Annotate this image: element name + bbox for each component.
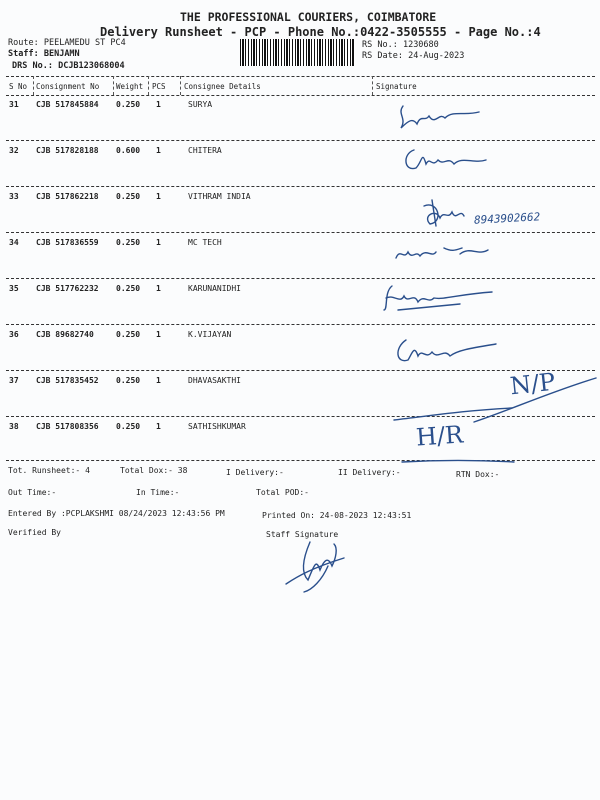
signature-mark bbox=[392, 236, 492, 266]
barcode bbox=[240, 39, 355, 66]
row-sno: 35 bbox=[9, 284, 19, 293]
row-consignee: K.VIJAYAN bbox=[188, 330, 232, 339]
col-header-weight: Weight bbox=[116, 82, 144, 91]
in-time: In Time:- bbox=[136, 488, 180, 497]
rs-date-label: RS Date: bbox=[362, 51, 403, 61]
staff-signature-label: Staff Signature bbox=[266, 530, 339, 539]
row-rule bbox=[6, 186, 595, 187]
row-consignment: CJB 517836559 bbox=[36, 238, 99, 247]
runsheet-title: Delivery Runsheet - PCP - Phone No.:0422-3505555 - Page No.:4 bbox=[100, 25, 541, 39]
out-time: Out Time:- bbox=[8, 488, 57, 497]
col-divider bbox=[148, 76, 149, 95]
rs-date-value: 24-Aug-2023 bbox=[408, 51, 465, 61]
signature-mark bbox=[398, 456, 518, 468]
row-weight: 0.600 bbox=[116, 146, 141, 155]
signature-mark bbox=[395, 100, 485, 136]
total-pod: Total POD:- bbox=[256, 488, 309, 497]
drs-line bbox=[12, 61, 125, 71]
verified-by: Verified By bbox=[8, 528, 61, 537]
row-rule bbox=[6, 278, 595, 279]
row-pcs: 1 bbox=[156, 422, 161, 431]
col-divider bbox=[113, 76, 114, 95]
row-consignment: CJB 517845884 bbox=[36, 100, 99, 109]
row-sno: 36 bbox=[9, 330, 19, 339]
staff-signature-mark bbox=[282, 536, 352, 594]
row-pcs: 1 bbox=[156, 238, 161, 247]
row-pcs: 1 bbox=[156, 100, 161, 109]
row-pcs: 1 bbox=[156, 284, 161, 293]
row-sno: 37 bbox=[9, 376, 19, 385]
row-sno: 33 bbox=[9, 192, 19, 201]
col-divider bbox=[33, 76, 34, 95]
signature-mark bbox=[418, 196, 466, 232]
row-consignee: KARUNANIDHI bbox=[188, 284, 241, 293]
route-label: Route: bbox=[8, 38, 39, 48]
staff-value: BENJAMN bbox=[43, 49, 80, 59]
col-header-consignee: Consignee Details bbox=[184, 82, 261, 91]
row-consignee: DHAVASAKTHI bbox=[188, 376, 241, 385]
row-weight: 0.250 bbox=[116, 100, 141, 109]
header-bottom-rule bbox=[6, 95, 595, 96]
row-pcs: 1 bbox=[156, 376, 161, 385]
row-consignment: CJB 517862218 bbox=[36, 192, 99, 201]
row-sno: 31 bbox=[9, 100, 19, 109]
company-name: THE PROFESSIONAL COURIERS, COIMBATORE bbox=[180, 10, 437, 24]
staff-line bbox=[8, 49, 80, 59]
row-consignment: CJB 517762232 bbox=[36, 284, 99, 293]
route-value: PEELAMEDU ST PC4 bbox=[43, 38, 126, 48]
row-weight: 0.250 bbox=[116, 284, 141, 293]
row-consignee: CHITERA bbox=[188, 146, 222, 155]
row-weight: 0.250 bbox=[116, 330, 141, 339]
signature-hr: H/R bbox=[415, 420, 465, 452]
row-pcs: 1 bbox=[156, 192, 161, 201]
row-rule bbox=[6, 324, 595, 325]
row-consignee: SURYA bbox=[188, 100, 213, 109]
i-delivery: I Delivery:- bbox=[226, 468, 284, 477]
row-consignment: CJB 517835452 bbox=[36, 376, 99, 385]
row-pcs: 1 bbox=[156, 146, 161, 155]
row-consignee: VITHRAM INDIA bbox=[188, 192, 251, 201]
row-consignment: CJB 517808356 bbox=[36, 422, 99, 431]
rs-no-label: RS No.: bbox=[362, 40, 398, 50]
row-consignment: CJB 517828188 bbox=[36, 146, 99, 155]
total-dox: Total Dox:- 38 bbox=[120, 466, 188, 475]
col-header-pcs: PCS bbox=[152, 82, 166, 91]
staff-label: Staff: bbox=[8, 49, 39, 59]
row-weight: 0.250 bbox=[116, 422, 141, 431]
row-sno: 34 bbox=[9, 238, 19, 247]
col-header-signature: Signature bbox=[376, 82, 417, 91]
entered-by: Entered By :PCPLAKSHMI 08/24/2023 12:43:56 PM bbox=[8, 509, 225, 518]
signature-mark bbox=[400, 142, 490, 178]
signature-mark bbox=[380, 280, 500, 316]
row-rule bbox=[6, 140, 595, 141]
row-sno: 38 bbox=[9, 422, 19, 431]
row-rule bbox=[6, 232, 595, 233]
rtn-dox: RTN Dox:- bbox=[456, 470, 500, 479]
printed-on: Printed On: 24-08-2023 12:43:51 bbox=[262, 511, 412, 520]
drs-label: DRS No.: bbox=[12, 61, 53, 71]
row-weight: 0.250 bbox=[116, 238, 141, 247]
col-header-consignment: Consignment No bbox=[36, 82, 100, 91]
col-header-sno: S No bbox=[9, 82, 28, 91]
rs-no-value: 1230680 bbox=[402, 40, 439, 50]
rs-no-line bbox=[362, 40, 439, 50]
row-weight: 0.250 bbox=[116, 192, 141, 201]
row-consignment: CJB 89682740 bbox=[36, 330, 94, 339]
tot-runsheet: Tot. Runsheet:- 4 bbox=[8, 466, 90, 475]
col-divider bbox=[180, 76, 181, 95]
drs-value: DCJB123068004 bbox=[58, 61, 125, 71]
row-consignee: MC TECH bbox=[188, 238, 222, 247]
row-pcs: 1 bbox=[156, 330, 161, 339]
signature-phone: 8943902662 bbox=[473, 210, 541, 227]
row-weight: 0.250 bbox=[116, 376, 141, 385]
row-consignee: SATHISHKUMAR bbox=[188, 422, 246, 431]
ii-delivery: II Delivery:- bbox=[338, 468, 401, 477]
signature-np: N/P bbox=[508, 367, 557, 401]
row-sno: 32 bbox=[9, 146, 19, 155]
rs-date-line bbox=[362, 51, 464, 61]
signature-mark bbox=[392, 332, 502, 368]
route-line bbox=[8, 38, 126, 48]
header-top-rule bbox=[6, 76, 595, 77]
col-divider bbox=[372, 76, 373, 95]
